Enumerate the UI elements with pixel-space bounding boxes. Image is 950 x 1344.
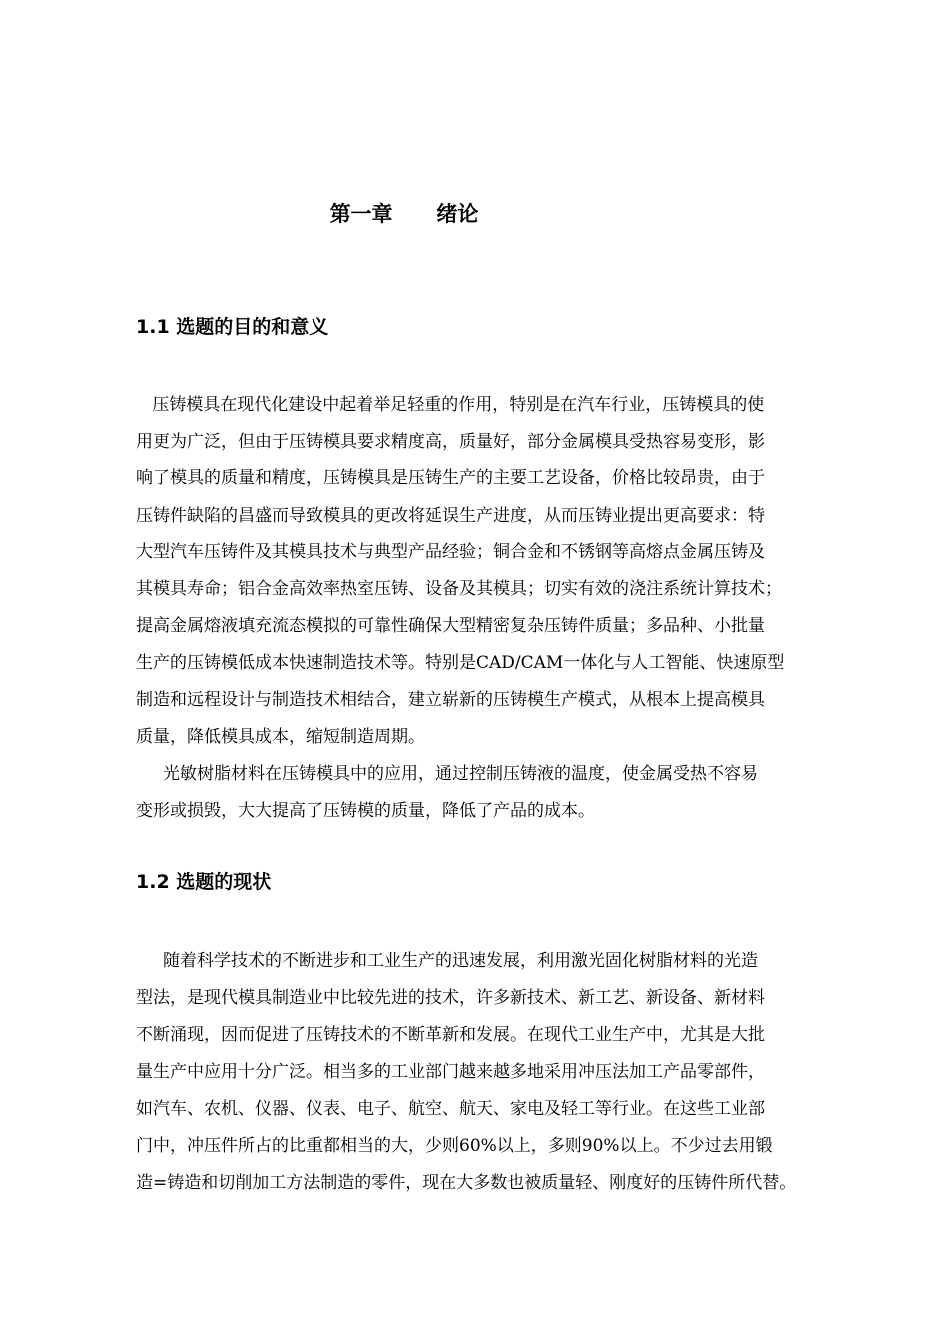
text-line: 压铸模具在现代化建设中起着举足轻重的作用，特别是在汽车行业，压铸模具的使 <box>136 395 765 415</box>
text-line: 压铸件缺陷的昌盛而导致模具的更改将延误生产进度，从而压铸业提出更高要求：特 <box>136 506 765 526</box>
text-line: 大型汽车压铸件及其模具技术与典型产品经验；铜合金和不锈钢等高熔点金属压铸及 <box>136 542 765 562</box>
text-line: 不断涌现，因而促进了压铸技术的不断革新和发展。在现代工业生产中，尤其是大批 <box>136 1025 765 1045</box>
chapter-title: 第一章 绪论 <box>329 202 479 226</box>
text-line: 生产的压铸模低成本快速制造技术等。特别是CAD/CAM一体化与人工智能、快速原型 <box>136 653 785 673</box>
text-line: 质量，降低模具成本，缩短制造周期。 <box>136 727 425 747</box>
text-line: 型法，是现代模具制造业中比较先进的技术，许多新技术、新工艺、新设备、新材料 <box>136 988 765 1008</box>
text-line: 门中，冲压件所占的比重都相当的大，少则60%以上，多则90%以上。不少过去用锻 <box>136 1136 773 1156</box>
text-line: 变形或损毁，大大提高了压铸模的质量，降低了产品的成本。 <box>136 801 595 821</box>
text-line: 其模具寿命；铝合金高效率热室压铸、设备及其模具；切实有效的浇注系统计算技术； <box>136 579 782 599</box>
text-line: 如汽车、农机、仪器、仪表、电子、航空、航天、家电及轻工等行业。在这些工业部 <box>136 1099 765 1119</box>
section-heading-1-1: 1.1 选题的目的和意义 <box>136 316 329 338</box>
text-line: 随着科学技术的不断进步和工业生产的迅速发展，利用激光固化树脂材料的光造 <box>136 951 759 971</box>
text-line: 量生产中应用十分广泛。相当多的工业部门越来越多地采用冲压法加工产品零部件， <box>136 1062 765 1082</box>
text-line: 造=铸造和切削加工方法制造的零件，现在大多数也被质量轻、刚度好的压铸件所代替。 <box>136 1173 797 1193</box>
section-heading-1-2: 1.2 选题的现状 <box>136 871 272 893</box>
text-line: 提高金属熔液填充流态模拟的可靠性确保大型精密复杂压铸件质量；多品种、小批量 <box>136 616 765 636</box>
text-line: 光敏树脂材料在压铸模具中的应用，通过控制压铸液的温度，使金属受热不容易 <box>136 764 759 784</box>
text-line: 响了模具的质量和精度，压铸模具是压铸生产的主要工艺设备，价格比较昂贵，由于 <box>136 468 765 488</box>
text-line: 用更为广泛，但由于压铸模具要求精度高，质量好，部分金属模具受热容易变形，影 <box>136 432 765 452</box>
text-line: 制造和远程设计与制造技术相结合，建立崭新的压铸模生产模式，从根本上提高模具 <box>136 690 765 710</box>
